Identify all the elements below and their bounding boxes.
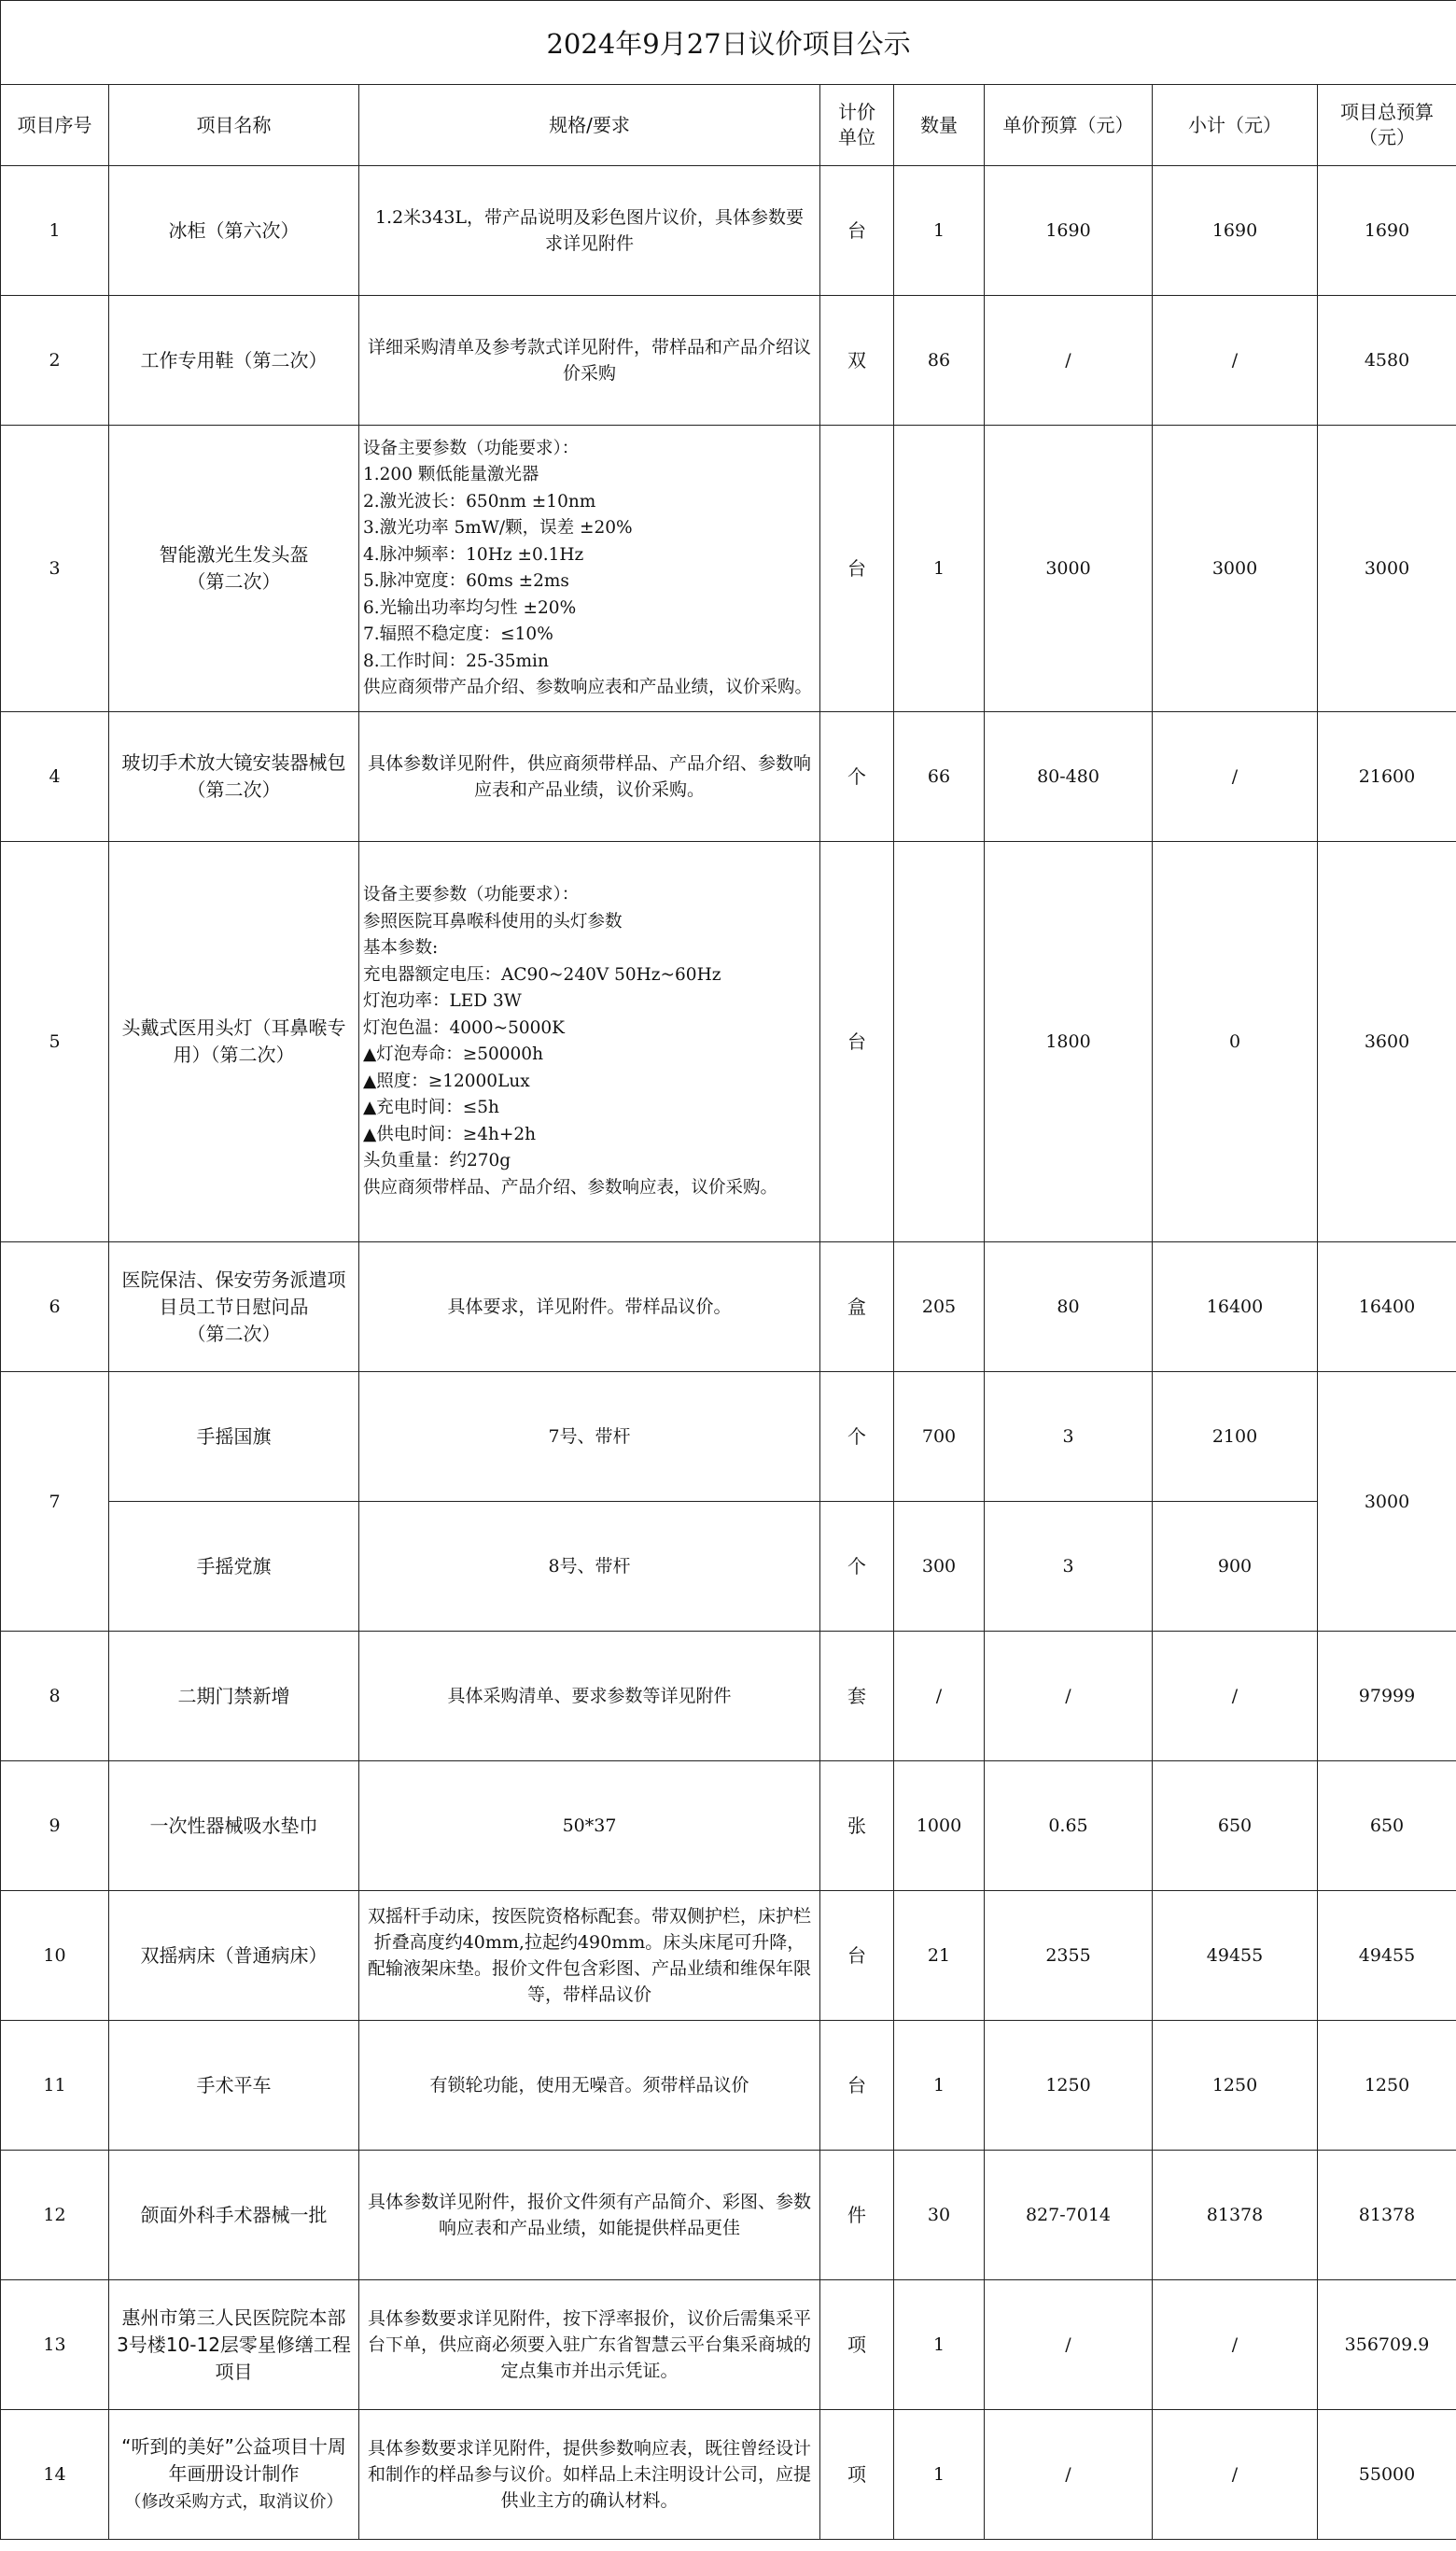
row-name: 手摇党旗 (109, 1502, 359, 1632)
row-qty: 700 (894, 1372, 985, 1502)
row-subtotal: 81378 (1153, 2151, 1318, 2280)
row-unit: 台 (820, 166, 894, 296)
table-row (1, 2410, 1456, 2540)
row-qty: 21 (894, 1891, 985, 2021)
row-price: 1690 (985, 166, 1153, 296)
row-spec: 双摇杆手动床，按医院资格标配套。带双侧护栏，床护栏折叠高度约40mm,拉起约490mm。床头床尾可升降，配输液架床垫。报价文件包含彩图、产品业绩和维保年限等，带样品议价 (359, 1891, 820, 2021)
row-price: / (985, 2280, 1153, 2410)
row-price: 2355 (985, 1891, 1153, 2021)
row-total: 49455 (1318, 1891, 1456, 2021)
row-name-cell (109, 2410, 359, 2540)
row-unit: 台 (820, 1891, 894, 2021)
row-price: / (985, 1632, 1153, 1761)
table-row (1, 1242, 1456, 1372)
row-subtotal: 3000 (1153, 426, 1318, 712)
row-total: 650 (1318, 1761, 1456, 1891)
header-row (1, 85, 1456, 166)
row-no: 13 (1, 2280, 109, 2410)
row-no: 6 (1, 1242, 109, 1372)
row-total: 4580 (1318, 296, 1456, 426)
row-no: 9 (1, 1761, 109, 1891)
row-name: 智能激光生发头盔 （第二次） (109, 426, 359, 712)
row-qty: 1 (894, 166, 985, 296)
row-no: 3 (1, 426, 109, 712)
table-row (1, 1632, 1456, 1761)
row-no: 5 (1, 842, 109, 1242)
row-subtotal: / (1153, 2280, 1318, 2410)
table-row (1, 296, 1456, 426)
row-qty: 66 (894, 712, 985, 842)
row-name: “听到的美好”公益项目十周年画册设计制作 (121, 2435, 346, 2485)
row-unit: 盒 (820, 1242, 894, 1372)
row-name: 惠州市第三人民医院院本部3号楼10-12层零星修缮工程项目 (109, 2280, 359, 2410)
row-qty: 1000 (894, 1761, 985, 1891)
row-spec: 具体要求，详见附件。带样品议价。 (359, 1242, 820, 1372)
table-row (1, 1502, 1456, 1632)
row-unit: 个 (820, 1372, 894, 1502)
table-row (1, 712, 1456, 842)
row-spec: 具体采购清单、要求参数等详见附件 (359, 1632, 820, 1761)
row-no: 2 (1, 296, 109, 426)
row-spec: 具体参数要求详见附件，提供参数响应表，既往曾经设计和制作的样品参与议价。如样品上未注明设计公司，应提供业主方的确认材料。 (359, 2410, 820, 2540)
table-row (1, 1761, 1456, 1891)
row-price: / (985, 296, 1153, 426)
row-subtotal: / (1153, 2410, 1318, 2540)
row-total: 21600 (1318, 712, 1456, 842)
row-qty: 205 (894, 1242, 985, 1372)
row-unit: 台 (820, 842, 894, 1242)
row-spec: 1.2米343L，带产品说明及彩色图片议价，具体参数要求详见附件 (359, 166, 820, 296)
row-name-note: （修改采购方式，取消议价） (124, 2492, 343, 2512)
row-subtotal: / (1153, 296, 1318, 426)
row-price: 1250 (985, 2021, 1153, 2151)
row-qty: 1 (894, 2280, 985, 2410)
row-name: 冰柜（第六次） (109, 166, 359, 296)
row-subtotal: 1690 (1153, 166, 1318, 296)
row-no: 8 (1, 1632, 109, 1761)
table-row (1, 2021, 1456, 2151)
row-spec: 设备主要参数（功能要求）： 1.200 颗低能量激光器 2.激光波长：650nm ±10nm 3.激光功率 5mW/颗，误差 ±20% 4.脉冲频率：10Hz ±0.1Hz 5.脉冲宽度：60ms ±2ms 6.光输出功率均匀性 ±20% 7.辐照不稳定度：≤10% 8.工作时间：25-35min 供应商须带产品介绍、参数响应表和产品业绩，议价采购。 (359, 426, 820, 712)
row-total: 16400 (1318, 1242, 1456, 1372)
table-row (1, 2151, 1456, 2280)
row-name: 玻切手术放大镜安装器械包（第二次） (109, 712, 359, 842)
row-spec: 50*37 (359, 1761, 820, 1891)
row-spec: 设备主要参数（功能要求）： 参照医院耳鼻喉科使用的头灯参数 基本参数: 充电器额定电压：AC90~240V 50Hz~60Hz 灯泡功率：LED 3W 灯泡色温：4000~5000K ▲灯泡寿命：≥50000h ▲照度：≥12000Lux ▲充电时间：≤5h ▲供电时间：≥4h+2h 头负重量：约270g 供应商须带样品、产品介绍、参数响应表，议价采购。 (359, 842, 820, 1242)
row-spec: 具体参数详见附件，供应商须带样品、产品介绍、参数响应表和产品业绩，议价采购。 (359, 712, 820, 842)
row-spec: 8号、带杆 (359, 1502, 820, 1632)
row-unit: 套 (820, 1632, 894, 1761)
row-subtotal: 49455 (1153, 1891, 1318, 2021)
row-total: 356709.9 (1318, 2280, 1456, 2410)
header-price: 单价预算（元） (985, 85, 1153, 166)
row-price: 3000 (985, 426, 1153, 712)
table-row (1, 1372, 1456, 1502)
header-qty: 数量 (894, 85, 985, 166)
row-price: 1800 (985, 842, 1153, 1242)
row-name: 手摇国旗 (109, 1372, 359, 1502)
row-qty: 1 (894, 2021, 985, 2151)
row-spec: 具体参数详见附件，报价文件须有产品简介、彩图、参数响应表和产品业绩，如能提供样品更佳 (359, 2151, 820, 2280)
row-price: 3 (985, 1372, 1153, 1502)
header-no: 项目序号 (1, 85, 109, 166)
row-total: 81378 (1318, 2151, 1456, 2280)
row-qty: 300 (894, 1502, 985, 1632)
header-subtotal: 小计（元） (1153, 85, 1318, 166)
header-total: 项目总预算 （元） (1318, 85, 1456, 166)
row-qty: 86 (894, 296, 985, 426)
row-price: 827-7014 (985, 2151, 1153, 2280)
row-subtotal: 16400 (1153, 1242, 1318, 1372)
row-unit: 件 (820, 2151, 894, 2280)
row-subtotal: 900 (1153, 1502, 1318, 1632)
row-price: 3 (985, 1502, 1153, 1632)
row-price: 0.65 (985, 1761, 1153, 1891)
row-no: 10 (1, 1891, 109, 2021)
row-unit: 台 (820, 426, 894, 712)
row-qty: 1 (894, 426, 985, 712)
row-spec: 有锁轮功能，使用无噪音。须带样品议价 (359, 2021, 820, 2151)
row-total: 3000 (1318, 426, 1456, 712)
row-no: 14 (1, 2410, 109, 2540)
row-name: 工作专用鞋（第二次） (109, 296, 359, 426)
table-row (1, 2280, 1456, 2410)
table-row (1, 426, 1456, 712)
row-total: 55000 (1318, 2410, 1456, 2540)
row-subtotal: 2100 (1153, 1372, 1318, 1502)
row-no: 1 (1, 166, 109, 296)
row-total: 1690 (1318, 166, 1456, 296)
header-name: 项目名称 (109, 85, 359, 166)
row-total: 3000 (1318, 1372, 1456, 1632)
row-no: 12 (1, 2151, 109, 2280)
row-subtotal: / (1153, 1632, 1318, 1761)
row-total: 3600 (1318, 842, 1456, 1242)
row-total: 97999 (1318, 1632, 1456, 1761)
header-spec: 规格/要求 (359, 85, 820, 166)
row-name: 医院保洁、保安劳务派遣项目员工节日慰问品 （第二次） (109, 1242, 359, 1372)
table-row (1, 842, 1456, 1242)
row-name: 双摇病床（普通病床） (109, 1891, 359, 2021)
row-total: 1250 (1318, 2021, 1456, 2151)
row-no: 7 (1, 1372, 109, 1632)
page-title: 2024年9月27日议价项目公示 (1, 1, 1456, 85)
row-qty (894, 842, 985, 1242)
row-name: 颌面外科手术器械一批 (109, 2151, 359, 2280)
row-name: 手术平车 (109, 2021, 359, 2151)
row-unit: 项 (820, 2280, 894, 2410)
row-unit: 双 (820, 296, 894, 426)
row-unit: 台 (820, 2021, 894, 2151)
row-spec: 7号、带杆 (359, 1372, 820, 1502)
row-spec: 具体参数要求详见附件，按下浮率报价，议价后需集采平台下单，供应商必须要入驻广东省智慧云平台集采商城的定点集市并出示凭证。 (359, 2280, 820, 2410)
row-qty: / (894, 1632, 985, 1761)
row-unit: 个 (820, 712, 894, 842)
row-name: 二期门禁新增 (109, 1632, 359, 1761)
row-qty: 1 (894, 2410, 985, 2540)
row-name: 头戴式医用头灯（耳鼻喉专用）（第二次） (109, 842, 359, 1242)
row-no: 4 (1, 712, 109, 842)
table-row (1, 1891, 1456, 2021)
row-unit: 个 (820, 1502, 894, 1632)
table-row (1, 166, 1456, 296)
row-subtotal: 1250 (1153, 2021, 1318, 2151)
row-qty: 30 (894, 2151, 985, 2280)
row-spec: 详细采购清单及参考款式详见附件，带样品和产品介绍议价采购 (359, 296, 820, 426)
row-no: 11 (1, 2021, 109, 2151)
row-price: 80 (985, 1242, 1153, 1372)
row-unit: 项 (820, 2410, 894, 2540)
row-subtotal: 0 (1153, 842, 1318, 1242)
row-subtotal: / (1153, 712, 1318, 842)
row-name: 一次性器械吸水垫巾 (109, 1761, 359, 1891)
row-price: 80-480 (985, 712, 1153, 842)
row-unit: 张 (820, 1761, 894, 1891)
row-subtotal: 650 (1153, 1761, 1318, 1891)
header-unit: 计价 单位 (820, 85, 894, 166)
row-price: / (985, 2410, 1153, 2540)
